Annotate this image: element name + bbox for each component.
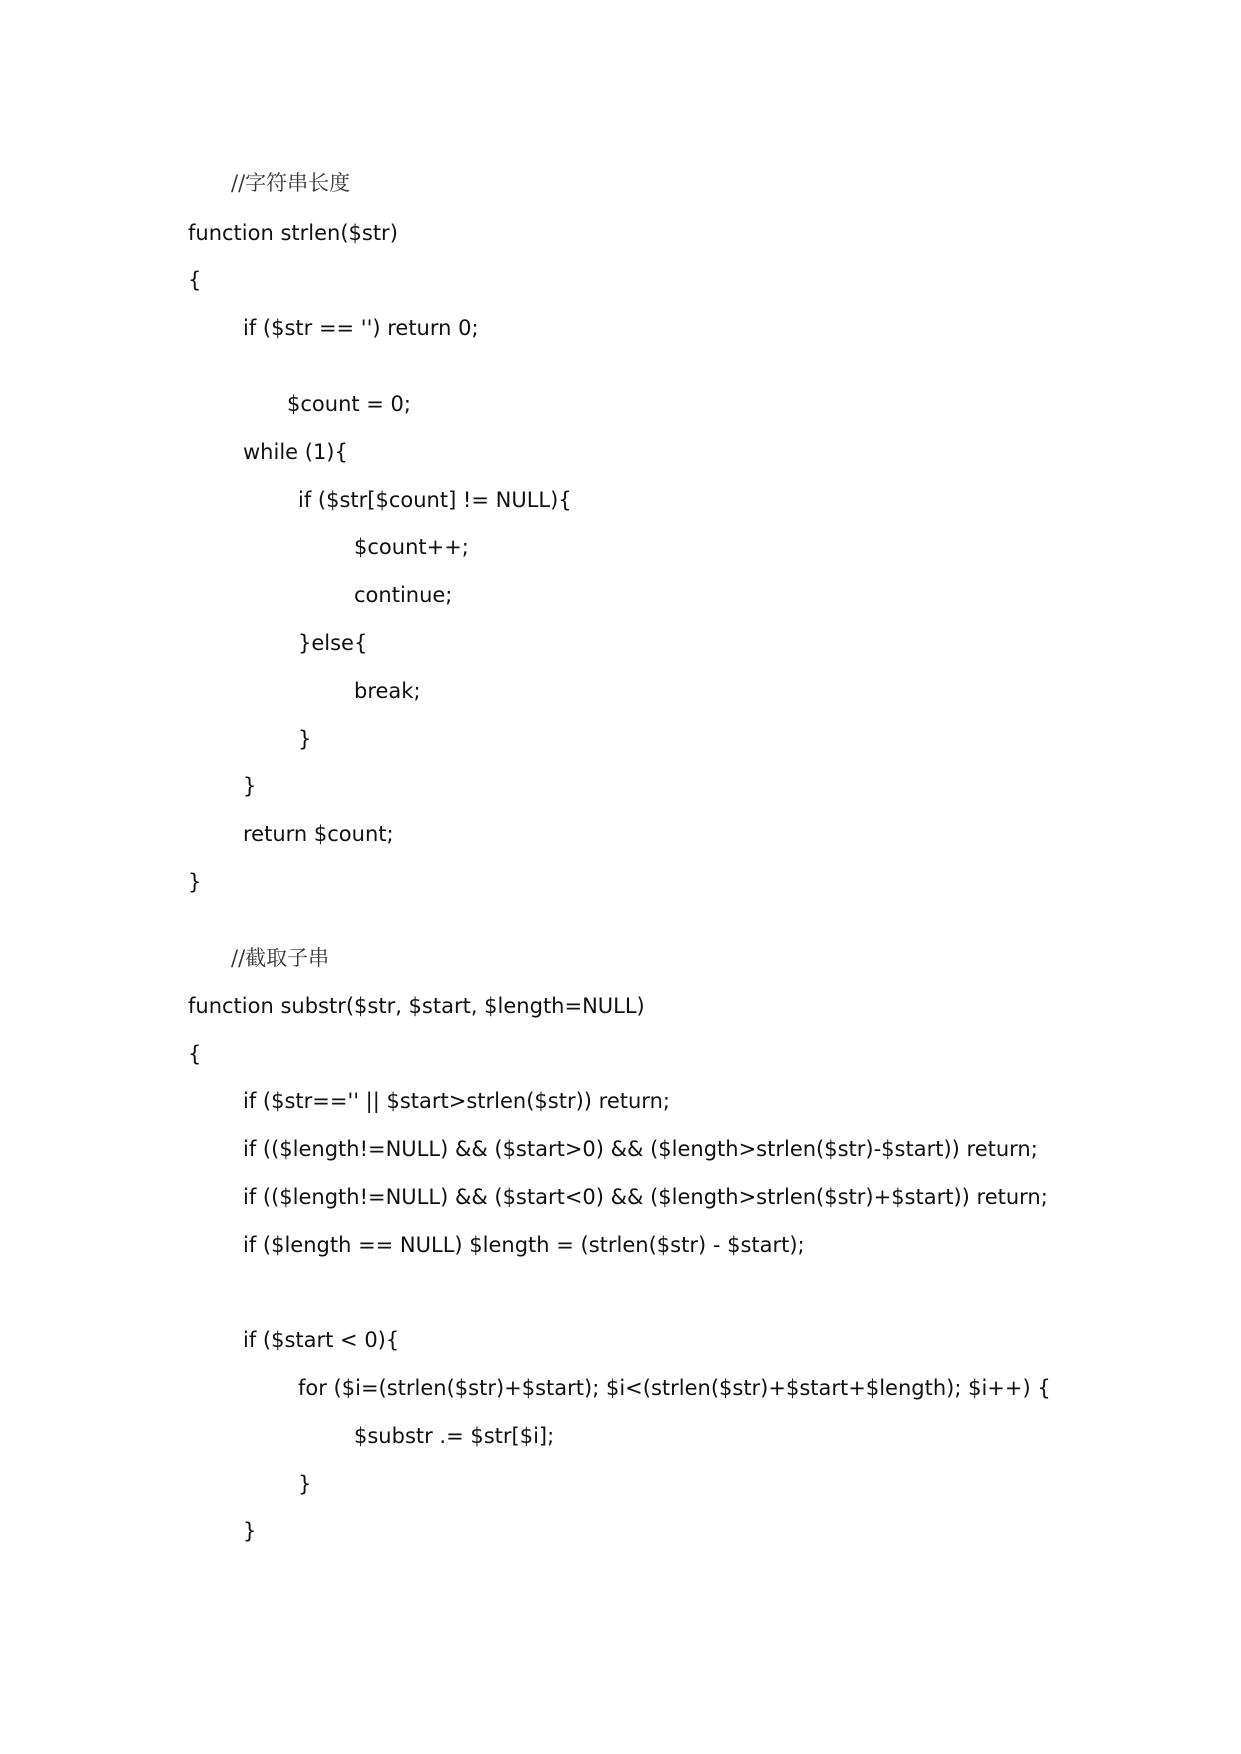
comment-strlen: //字符串长度: [231, 171, 351, 195]
code-line-close-strlen: }: [188, 870, 202, 894]
code-line-return-count: return $count;: [243, 822, 394, 846]
code-line-while: while (1){: [243, 440, 348, 464]
code-line-count-increment: $count++;: [354, 535, 469, 559]
code-line-open-brace-substr: {: [188, 1042, 202, 1066]
code-line-length-check-positive: if (($length!=NULL) && ($start>0) && ($length>strlen($str)-$start)) return;: [243, 1137, 1038, 1161]
code-line-count-init: $count = 0;: [287, 392, 411, 416]
code-line-break: break;: [354, 679, 421, 703]
code-line-if-not-null: if ($str[$count] != NULL){: [298, 488, 572, 512]
code-line-start-check: if ($str=='' || $start>strlen($str)) return;: [243, 1089, 670, 1113]
code-line-for-loop: for ($i=(strlen($str)+$start); $i<(strlen($str)+$start+$length); $i++) {: [298, 1376, 1051, 1400]
code-line-close-for: }: [298, 1472, 312, 1496]
code-line-empty-check: if ($str == '') return 0;: [243, 316, 479, 340]
code-line-continue: continue;: [354, 583, 453, 607]
code-line-else: }else{: [298, 631, 368, 655]
code-line-append-char: $substr .= $str[$i];: [354, 1424, 555, 1448]
code-line-close-while: }: [243, 774, 257, 798]
code-line-length-check-negative: if (($length!=NULL) && ($start<0) && ($length>strlen($str)+$start)) return;: [243, 1185, 1048, 1209]
code-line-close-if: }: [298, 727, 312, 751]
comment-substr: //截取子串: [231, 946, 330, 970]
code-line-substr-signature: function substr($str, $start, $length=NULL): [188, 994, 645, 1018]
code-line-open-brace: {: [188, 268, 202, 292]
code-line-length-default: if ($length == NULL) $length = (strlen($str) - $start);: [243, 1233, 805, 1257]
code-line-strlen-signature: function strlen($str): [188, 221, 398, 245]
code-line-if-start-negative: if ($start < 0){: [243, 1328, 400, 1352]
code-line-close-if-start: }: [243, 1519, 257, 1543]
